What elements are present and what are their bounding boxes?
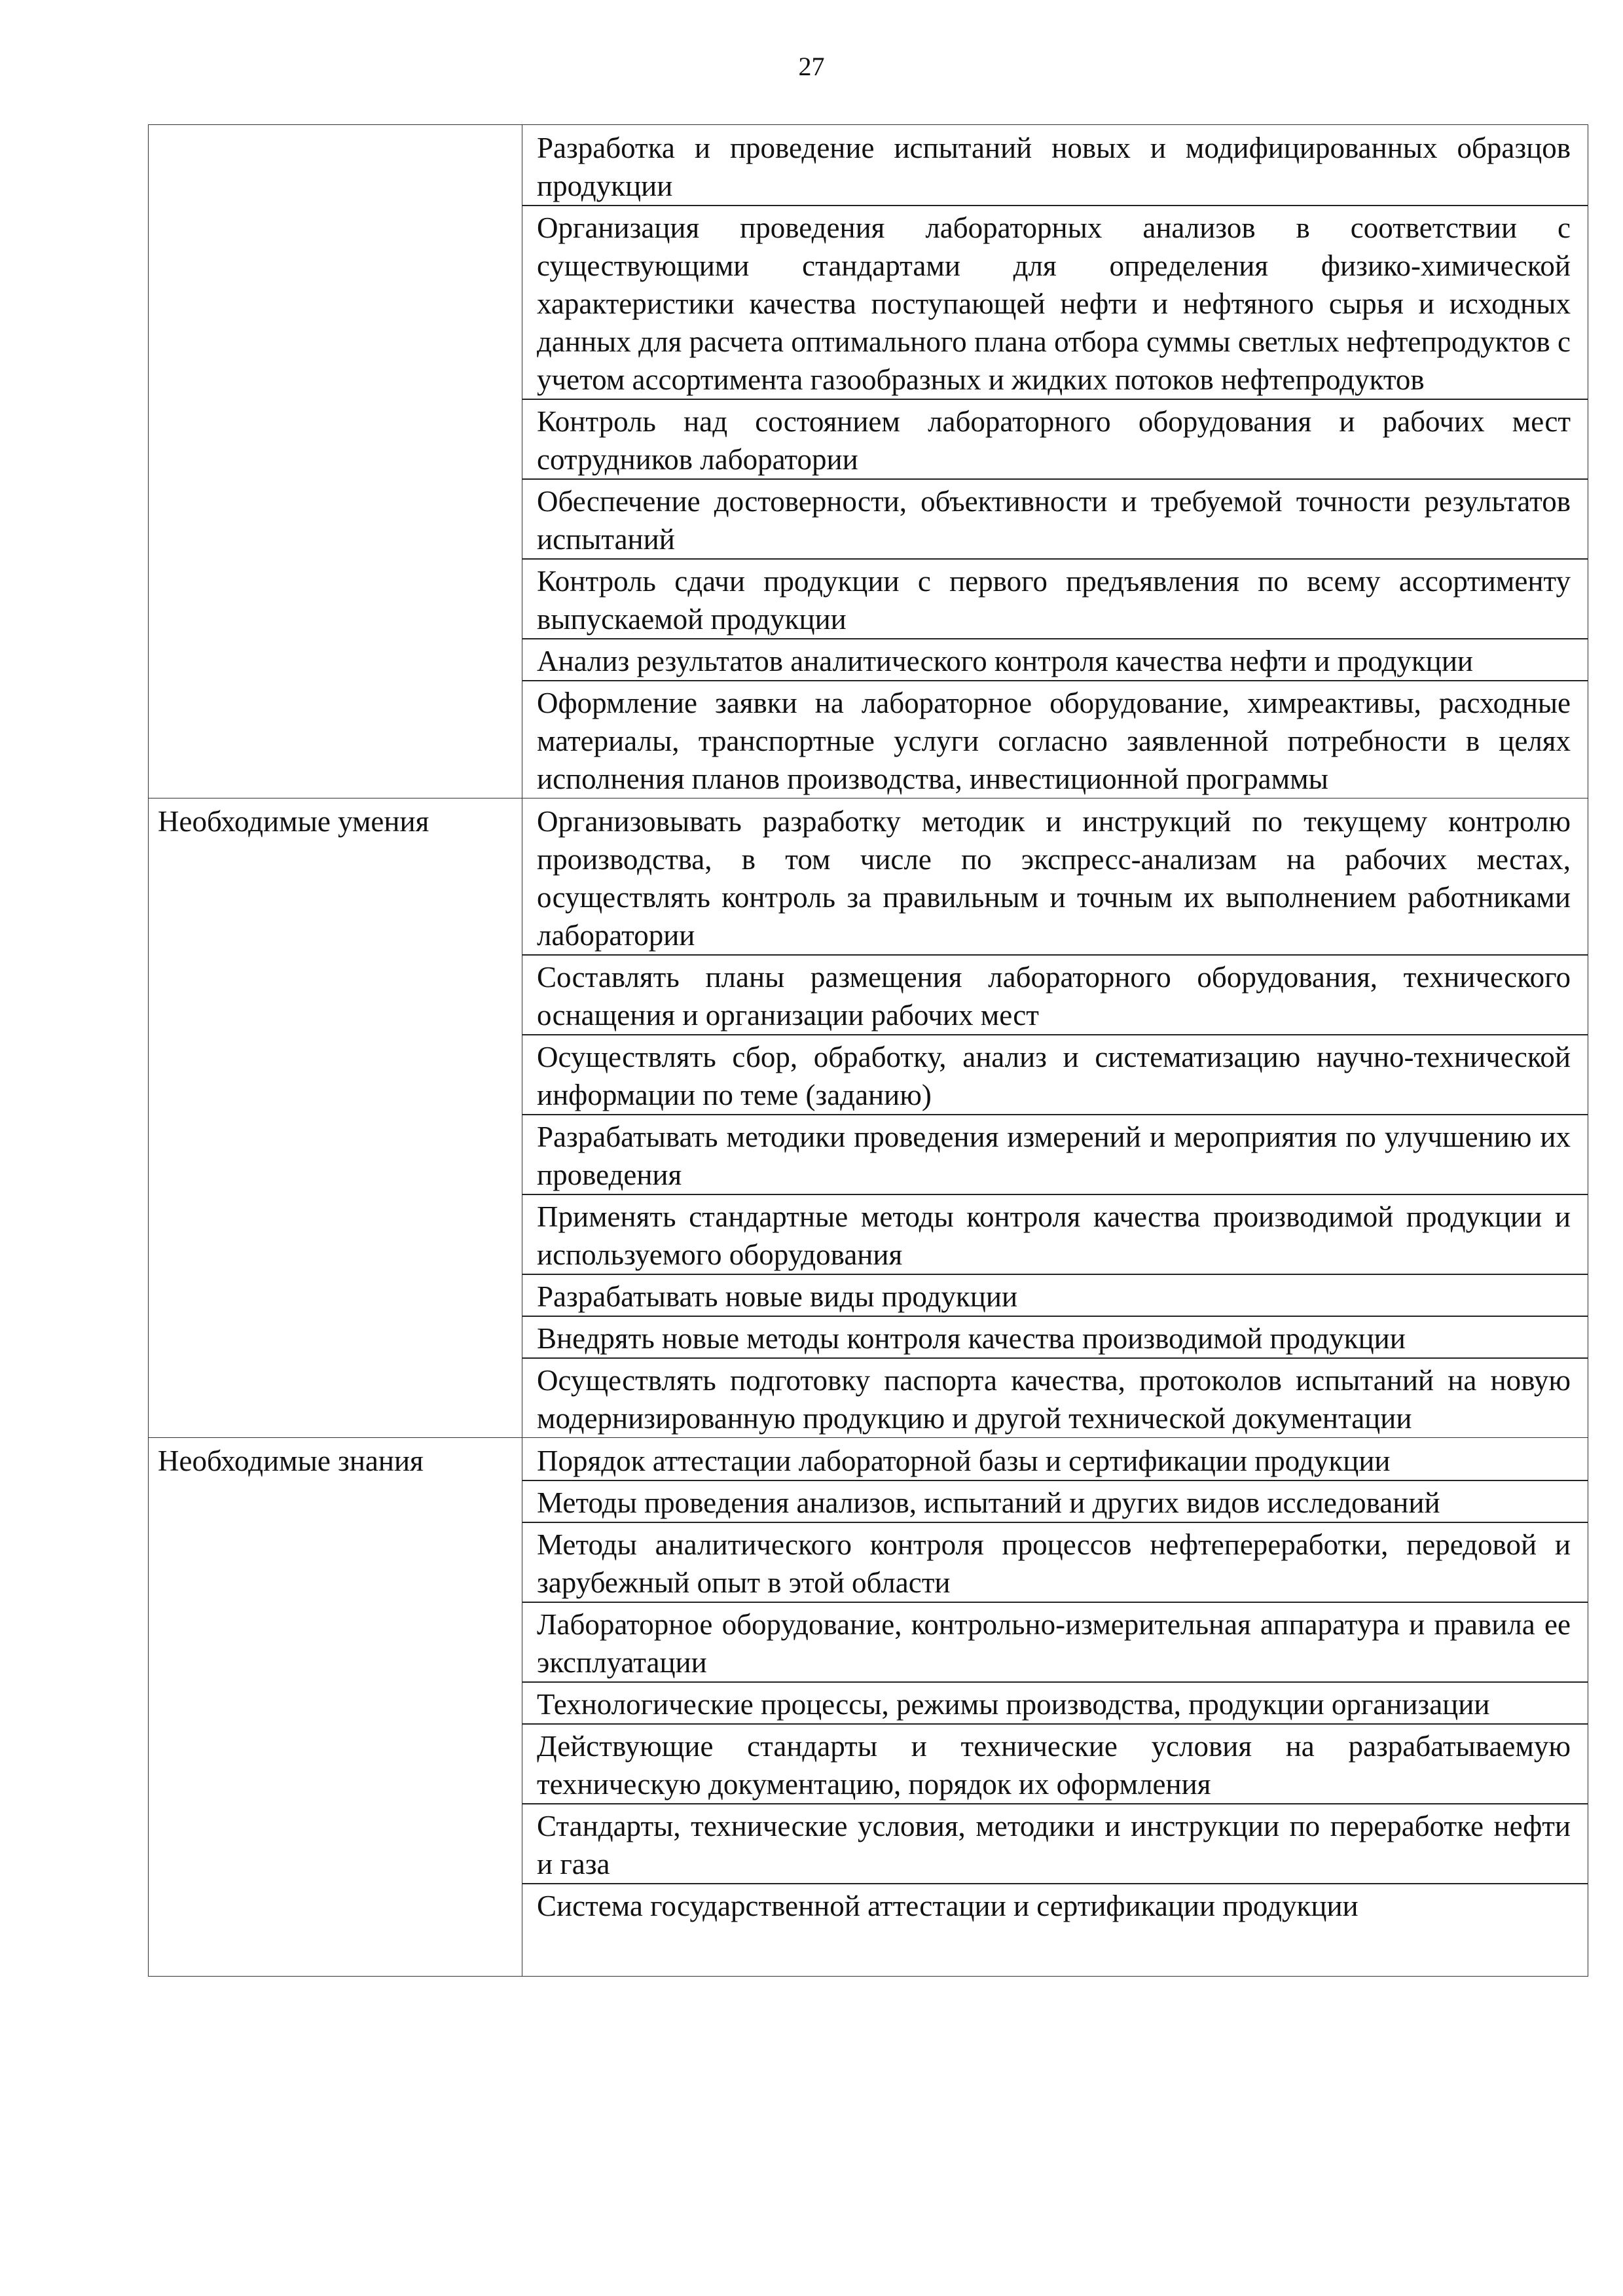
list-item: Действующие стандарты и технические условия на разрабатываемую техническую документацию, порядок их оформления [522, 1725, 1588, 1804]
list-item: Контроль над состоянием лабораторного оборудования и рабочих мест сотрудников лаборатории [522, 400, 1588, 480]
table-row-skills [149, 798, 1588, 1438]
list-item: Методы аналитического контроля процессов нефтепереработки, передовой и зарубежный опыт в этой области [522, 1523, 1588, 1603]
row-items [522, 798, 1588, 1438]
table-row-knowledge [149, 1438, 1588, 1977]
row-label-knowledge: Необходимые знания [149, 1438, 522, 1977]
list-item: Система государственной аттестации и сертификации продукции [537, 1890, 1359, 1922]
list-item: Анализ результатов аналитического контроля качества нефти и продукции [522, 639, 1588, 681]
list-item: Разрабатывать методики проведения измерений и мероприятия по улучшению их проведения [522, 1115, 1588, 1195]
list-item: Осуществлять подготовку паспорта качества, протоколов испытаний на новую модернизированную продукцию и другой технической документации [537, 1364, 1571, 1435]
list-item: Порядок аттестации лабораторной базы и сертификации продукции [522, 1438, 1588, 1481]
list-item: Оформление заявки на лабораторное оборудование, химреактивы, расходные материалы, транспортные услуги согласно заявленной потребности в целях исполнения планов производства, инвестиционной программы [537, 687, 1571, 795]
list-item: Обеспечение достоверности, объективности и требуемой точности результатов испытаний [522, 480, 1588, 560]
competency-table [148, 124, 1588, 1977]
list-item: Контроль сдачи продукции с первого предъявления по всему ассортименту выпускаемой продукции [522, 560, 1588, 639]
list-item: Стандарты, технические условия, методики и инструкции по переработке нефти и газа [522, 1804, 1588, 1884]
table-row-duties [149, 125, 1588, 798]
list-item: Внедрять новые методы контроля качества производимой продукции [522, 1317, 1588, 1359]
row-label-skills: Необходимые умения [149, 798, 522, 1438]
list-item: Лабораторное оборудование, контрольно-измерительная аппаратура и правила ее эксплуатации [522, 1603, 1588, 1683]
list-item: Технологические процессы, режимы производства, продукции организации [522, 1683, 1588, 1725]
row-items [522, 1438, 1588, 1977]
list-item: Методы проведения анализов, испытаний и других видов исследований [522, 1481, 1588, 1523]
list-item: Разработка и проведение испытаний новых и модифицированных образцов продукции [522, 125, 1588, 206]
row-label [149, 125, 522, 798]
list-item: Составлять планы размещения лабораторного оборудования, технического оснащения и организации рабочих мест [522, 956, 1588, 1035]
list-item: Применять стандартные методы контроля качества производимой продукции и используемого оборудования [522, 1195, 1588, 1275]
list-item: Организация проведения лабораторных анализов в соответствии с существующими стандартами для определения физико-химической характеристики качества поступающей нефти и нефтяного сырья и исходных данных для расчета оптимального плана отбора суммы светлых нефтепродуктов с учетом ассортимента газообразных и жидких потоков нефтепродуктов [522, 206, 1588, 400]
page-number: 27 [798, 52, 825, 81]
list-item: Организовывать разработку методик и инструкций по текущему контролю производства, в том числе по экспресс-анализам на рабочих местах, осуществлять контроль за правильным и точным их выполнением работниками лаборатории [522, 798, 1588, 956]
list-item: Осуществлять сбор, обработку, анализ и систематизацию научно-технической информации по теме (заданию) [522, 1035, 1588, 1115]
row-items [522, 125, 1588, 798]
list-item: Разрабатывать новые виды продукции [522, 1275, 1588, 1317]
